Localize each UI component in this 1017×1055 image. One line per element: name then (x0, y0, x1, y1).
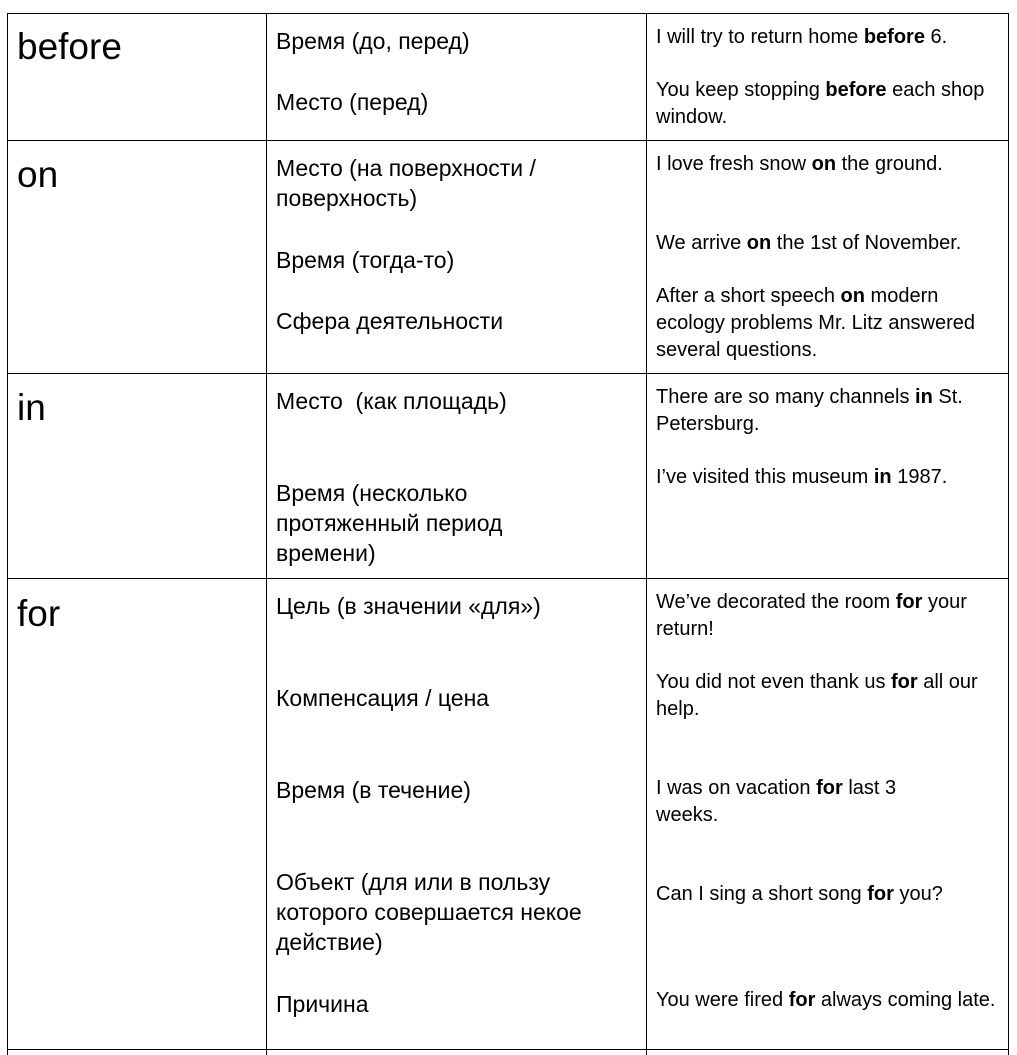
meaning-text: Время (в течение) (276, 777, 471, 803)
preposition-word: before (17, 26, 122, 67)
meaning-text: Компенсация / цена (276, 685, 490, 711)
preposition-word: in (17, 387, 46, 428)
table-border-top (7, 13, 1009, 14)
meaning-text: Причина (276, 991, 369, 1017)
meaning-text: Сфера деятельности (276, 308, 504, 334)
example-sentence: Can I sing a short song for you? (656, 883, 943, 905)
table-border-left (7, 13, 8, 1055)
meaning-text: Время (тогда-то) (276, 247, 455, 273)
meaning-text: Объект (для или в пользу которого совершается некое действие) (276, 869, 582, 955)
meaning-text: Место (как площадь) (276, 388, 507, 414)
preposition-word: on (17, 154, 59, 195)
meaning-text: Время (несколько протяженный период времени) (276, 480, 503, 566)
row-divider-1 (7, 140, 1009, 141)
example-sentence: There are so many channels in St. Petersburg. (656, 386, 963, 435)
example-sentence: I will try to return home before 6. (656, 26, 948, 48)
meaning-text: Место (на поверхности / поверхность) (276, 155, 536, 211)
meaning-text: Цель (в значении «для») (276, 593, 541, 619)
example-sentence: We’ve decorated the room for your return! (656, 591, 967, 640)
meaning-text: Время (до, перед) (276, 28, 470, 54)
example-sentence: After a short speech on modern ecology problems Mr. Litz answered several questions. (656, 285, 976, 361)
meaning-text: Место (перед) (276, 89, 429, 115)
example-sentence: You keep stopping before each shop window. (656, 79, 985, 128)
preposition-word: for (17, 593, 61, 634)
example-sentence: You did not even thank us for all our help. (656, 671, 978, 720)
column-divider-2 (646, 13, 647, 1055)
table-border-right (1008, 13, 1009, 1055)
row-divider-3 (7, 578, 1009, 579)
row-divider-4 (7, 1049, 1009, 1050)
column-divider-1 (266, 13, 267, 1055)
example-sentence: I’ve visited this museum in 1987. (656, 466, 948, 488)
row-divider-2 (7, 373, 1009, 374)
example-sentence: I love fresh snow on the ground. (656, 153, 943, 175)
example-sentence: I was on vacation for last 3 weeks. (656, 777, 897, 826)
example-sentence: You were fired for always coming late. (656, 989, 996, 1011)
example-sentence: We arrive on the 1st of November. (656, 232, 962, 254)
